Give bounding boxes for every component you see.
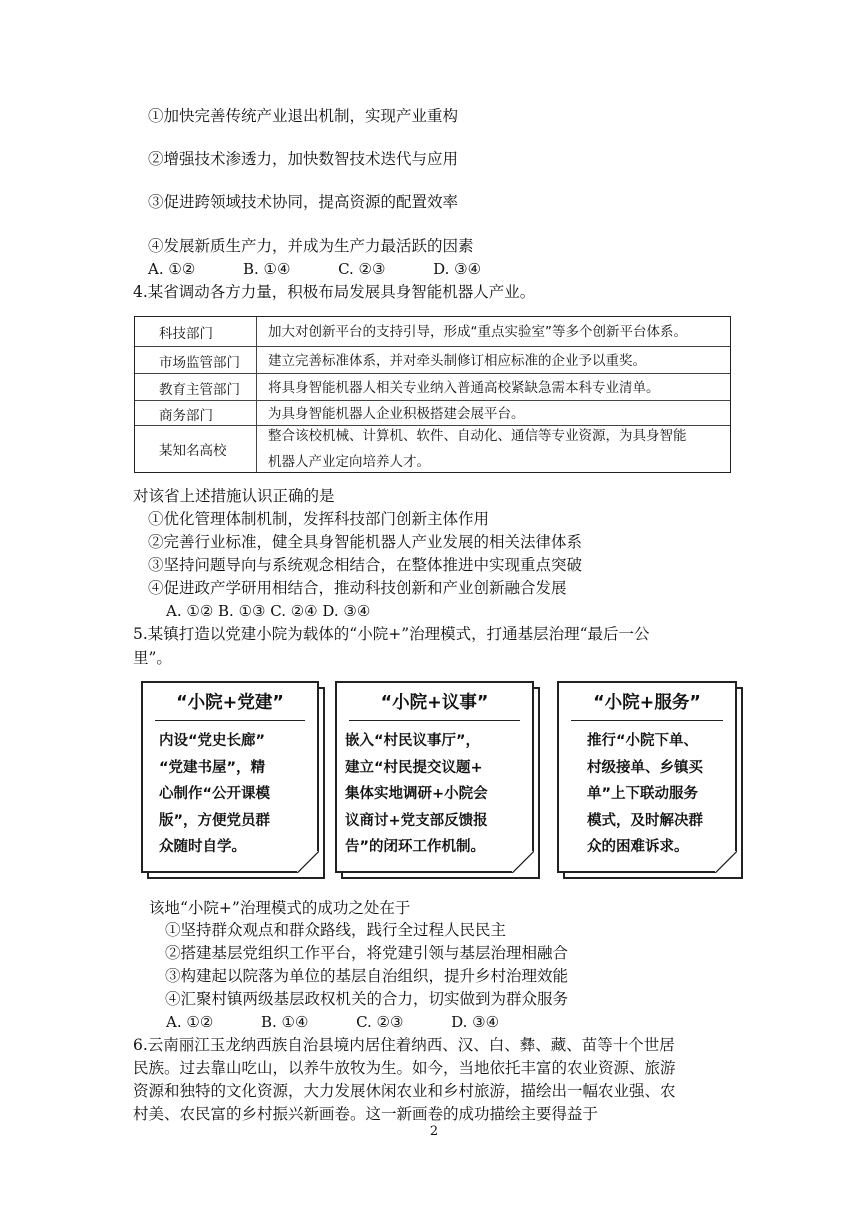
table-row <box>135 346 730 374</box>
table-row <box>135 317 730 346</box>
q5-option-2: ②搭建基层党组织工作平台，将党建引领与基层治理相融合 <box>165 944 569 962</box>
table-cell-measure: 建立完善标准体系，并对牵头制修订相应标准的企业予以重奖。 <box>268 352 646 369</box>
table-cell-dept: 某知名高校 <box>135 426 257 472</box>
q3-option-1: ①加快完善传统产业退出机制，实现产业重构 <box>148 107 459 125</box>
page-fold-icon <box>297 851 319 873</box>
q3-option-4: ④发展新质生产力，并成为生产力最活跃的因素 <box>148 237 474 255</box>
table-cell-measure: 整合该校机械、计算机、软件、自动化、通信等专业资源，为具身智能 机器人产业定向培养人才。 <box>268 428 687 470</box>
page-fold-icon <box>512 851 534 873</box>
q5-stem-line2: 里”。 <box>133 649 172 667</box>
table-row <box>135 425 730 472</box>
page-number: 2 <box>429 1124 439 1139</box>
note-card-deliberation <box>335 681 540 879</box>
table-cell-dept: 商务部门 <box>135 401 257 426</box>
q5-option-3: ③构建起以院落为单位的基层自治组织，提升乡村治理效能 <box>165 967 569 985</box>
note-card-title: “小院+服务” <box>593 693 701 713</box>
table-row <box>135 373 730 401</box>
q5-option-1: ①坚持群众观点和群众路线，践行全过程人民民主 <box>165 921 507 939</box>
q5-question: 该地“小院+”治理模式的成功之处在于 <box>149 899 411 917</box>
q6-line-4: 村美、农民富的乡村振兴新画卷。这一新画卷的成功描绘主要得益于 <box>133 1105 599 1123</box>
table-cell-measure: 将具身智能机器人相关专业纳入普通高校紧缺急需本科专业清单。 <box>268 379 660 396</box>
q4-option-3: ③坚持问题导向与系统观念相结合，在整体推进中实现重点突破 <box>148 556 583 574</box>
q4-choices: A. ①② B. ①③ C. ②④ D. ③④ <box>166 602 371 620</box>
q4-stem: 4.某省调动各方力量，积极布局发展具身智能机器人产业。 <box>133 283 536 301</box>
table-cell-dept: 科技部门 <box>135 317 257 346</box>
note-card-body: 内设“党史长廊” “党建书屋”，精 心制作“公开课模 版”，方便党员群 众随时自学。 <box>159 733 271 855</box>
q6-line-1: 6.云南丽江玉龙纳西族自治县境内居住着纳西、汉、白、彝、藏、苗等十个世居 <box>133 1036 675 1054</box>
note-card-party-building <box>141 681 325 879</box>
note-card-title: “小院+党建” <box>176 693 284 713</box>
q3-choices: A. ①② B. ①④ C. ②③ D. ③④ <box>148 260 482 278</box>
page-fold-icon <box>715 851 737 873</box>
q6-line-3: 资源和独特的文化资源，大力发展休闲农业和乡村旅游，描绘出一幅农业强、农 <box>133 1082 676 1100</box>
table-cell-measure: 加大对创新平台的支持引导，形成“重点实验室”等多个创新平台体系。 <box>268 323 687 340</box>
q5-choices: A. ①② B. ①④ C. ②③ D. ③④ <box>166 1013 500 1031</box>
note-card-body: 嵌入“村民议事厅”， 建立“村民提交议题+ 集体实地调研+小院会 议商讨+党支部反馈报 告”的闭环工作机制。 <box>345 733 488 855</box>
q4-measures-table <box>134 316 731 473</box>
note-card-title: “小院+议事” <box>380 693 489 713</box>
q4-option-4: ④促进政产学研用相结合，推动科技创新和产业创新融合发展 <box>148 579 567 597</box>
q4-question: 对该省上述措施认识正确的是 <box>133 487 335 505</box>
note-card-service <box>557 681 743 879</box>
q4-option-2: ②完善行业标准，健全具身智能机器人产业发展的相关法律体系 <box>148 533 583 551</box>
q5-stem-line1: 5.某镇打造以党建小院为载体的“小院+”治理模式，打通基层治理“最后一公 <box>133 625 650 643</box>
note-card-body: 推行“小院下单、 村级接单、乡镇买 单”上下联动服务 模式，及时解决群 众的困难诉求。 <box>587 733 703 855</box>
table-cell-dept: 教育主管部门 <box>135 374 257 401</box>
q3-option-3: ③促进跨领域技术协同，提高资源的配置效率 <box>148 193 459 211</box>
q4-option-1: ①优化管理体制机制，发挥科技部门创新主体作用 <box>148 510 490 528</box>
table-cell-measure: 为具身智能机器人企业积极搭建会展平台。 <box>268 405 525 422</box>
q5-option-4: ④汇聚村镇两级基层政权机关的合力，切实做到为群众服务 <box>165 990 569 1008</box>
q6-line-2: 民族。过去靠山吃山，以养牛放牧为生。如今，当地依托丰富的农业资源、旅游 <box>133 1059 676 1077</box>
q3-option-2: ②增强技术渗透力，加快数智技术迭代与应用 <box>148 150 459 168</box>
table-cell-dept: 市场监管部门 <box>135 347 257 374</box>
